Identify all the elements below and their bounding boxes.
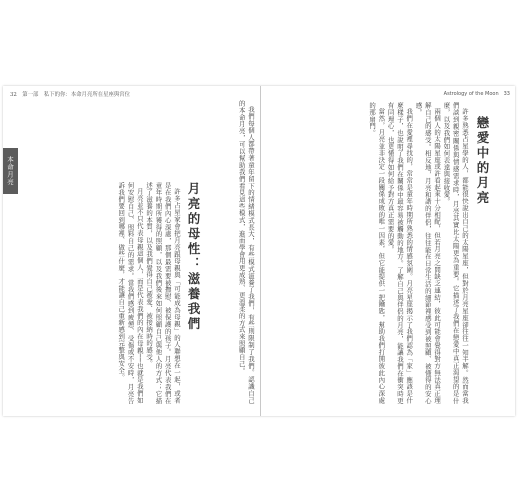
left-page-folio: 32 第一部 私下的你：本命月亮所在星座與宮位 xyxy=(10,92,131,98)
left-page-heading: 月亮的母性：滋養我們 xyxy=(186,182,201,332)
page-gutter xyxy=(260,86,261,416)
right-page-heading: 戀愛中的月亮 xyxy=(475,116,490,206)
left-page-body-upper xyxy=(203,100,255,404)
right-page-folio: Astrology of the Moon 33 xyxy=(443,91,510,97)
section-tab-label: 本命月亮 xyxy=(6,156,14,186)
left-paragraph-2: 月亮並不只代表母親這個人，而是代表我們的內在母親──也就是我們如何安慰自己、照料自己的需求。當我們感到疲憊、受傷或不安時，月亮告訴我們要回到哪裡、做些什麼，才能讓自己重新感到完整與安全。 xyxy=(117,182,144,404)
section-tab xyxy=(3,148,18,194)
right-paragraph-1: 許多熟悉占星學的人，都能很快說出自己的太陽星座，但對於月亮星座卻往往一知半解。然而當我們談到親密關係與情感需求時，月亮其實比太陽更為重要。它描述了我們在戀愛中真正渴望的是什麼，以及我們如何表達與接收愛。 xyxy=(442,102,469,404)
book-spread xyxy=(3,86,515,416)
left-paragraph-3: 我們每個人都帶著童年留下的情緒模式長大，有些模式滋養了我們，有些則限制了我們。認識自己的本命月亮，可以幫助我們看見這些模式，進而學會用更成熟、更溫柔的方式來照顧自己。 xyxy=(237,100,255,404)
left-paragraph-1: 許多占星家會把月亮跟母親與「可能成為母親」的人聯想在一起，或者是在我們內心深處，那個最需要被撫慰、被保護的孩子。月亮代表我們在童年時期所獲得的照顧，以及我們後來如何照顧自己與他人的方式；它描述了滋養的本質，以及我們覺得自己被愛、被接納時的感受。 xyxy=(145,182,181,404)
right-page-body xyxy=(265,102,469,404)
right-paragraph-3: 我們在愛裡尋找的，常常是童年時期所熟悉的情感氛圍。月亮星座揭示了我們認為「家」應該是什麼樣子，也說明了我們在關係中最容易被觸動的地方。了解自己與伴侶的月亮，能讓我們在衝突時更有同理心，也更懂得如何給予對方真正需要的愛。 xyxy=(386,102,414,404)
right-paragraph-4: 當然，月亮並非決定一段關係成敗的唯一因素，但它能提供一把鑰匙，幫助我們打開彼此內心深處的那扇門。 xyxy=(368,102,386,404)
left-page-body xyxy=(23,182,181,404)
right-paragraph-2: 兩個人的太陽星座或許看起來十分相配，但若月亮之間缺乏連結，彼此可能會覺得對方無法真正理解自己的感受。相反地，月亮和諧的伴侶，往往能在日常生活的細節裡感受到被照顧、被懂得的安心感。 xyxy=(414,102,442,404)
